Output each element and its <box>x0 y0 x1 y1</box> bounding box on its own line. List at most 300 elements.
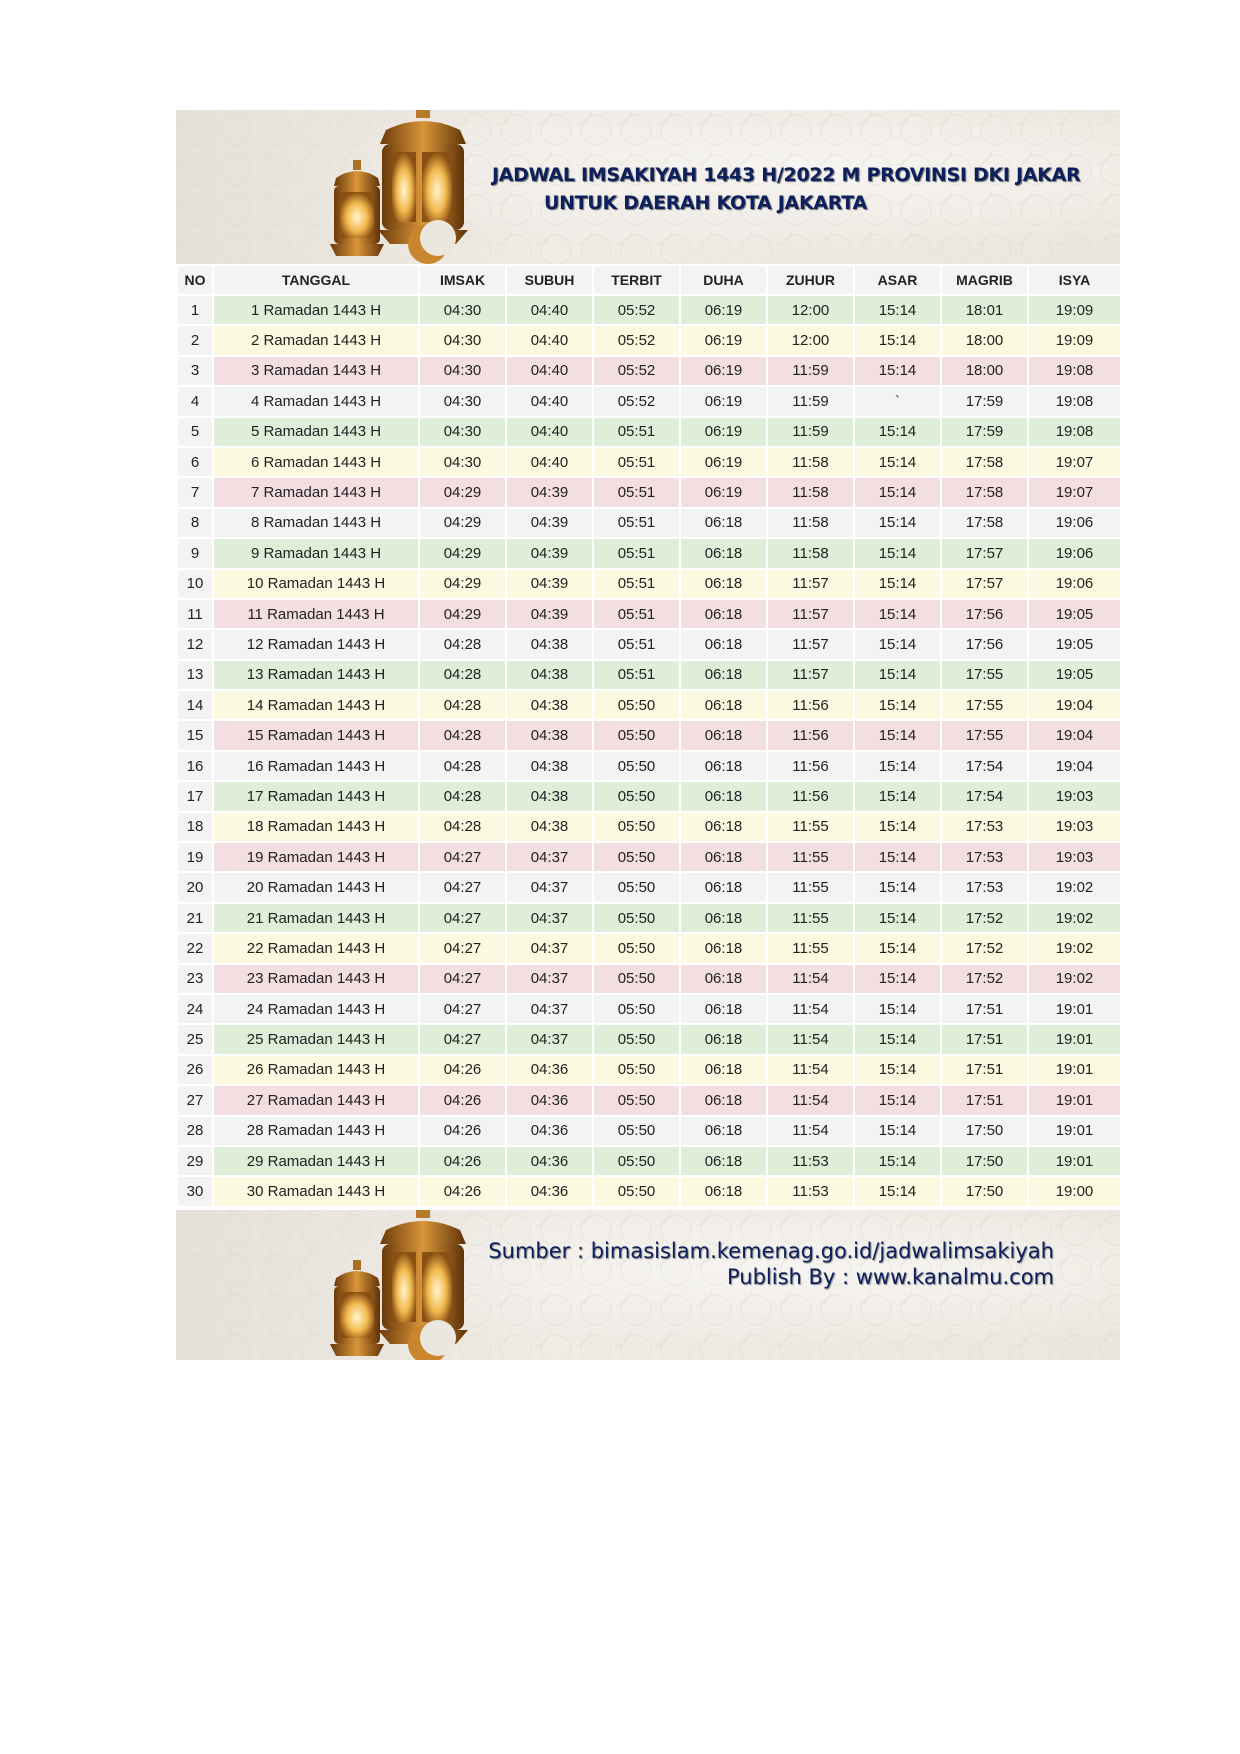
table-cell: 04:38 <box>506 720 593 750</box>
table-cell: 15:14 <box>854 903 941 933</box>
table-cell: 17:50 <box>941 1176 1028 1206</box>
table-cell: 04:27 <box>419 964 506 994</box>
table-cell: 19:02 <box>1028 872 1121 902</box>
table-cell: 17:58 <box>941 477 1028 507</box>
table-cell: 19:03 <box>1028 842 1121 872</box>
table-cell: 04:26 <box>419 1116 506 1146</box>
table-row <box>177 508 1121 538</box>
table-cell: 06:19 <box>680 386 767 416</box>
table-cell: 17:50 <box>941 1116 1028 1146</box>
table-cell: 11:59 <box>767 386 854 416</box>
table-cell: 06:19 <box>680 447 767 477</box>
table-cell: 10 Ramadan 1443 H <box>213 569 419 599</box>
table-row <box>177 295 1121 325</box>
table-cell: 11:55 <box>767 842 854 872</box>
table-cell: 06:18 <box>680 994 767 1024</box>
table-cell: 04:27 <box>419 933 506 963</box>
table-cell: 17:58 <box>941 508 1028 538</box>
table-cell: 04:37 <box>506 964 593 994</box>
table-cell: 11:56 <box>767 781 854 811</box>
table-cell: 06:18 <box>680 538 767 568</box>
table-cell: 8 Ramadan 1443 H <box>213 508 419 538</box>
table-cell: 15:14 <box>854 720 941 750</box>
table-cell: 05:50 <box>593 812 680 842</box>
table-cell: 04:27 <box>419 842 506 872</box>
table-row <box>177 538 1121 568</box>
footer-banner <box>176 1210 1120 1360</box>
source-line: Sumber : bimasislam.kemenag.go.id/jadwalimsakiyah <box>488 1238 1054 1263</box>
table-cell: 06:18 <box>680 1176 767 1206</box>
table-cell: 04:29 <box>419 538 506 568</box>
table-cell: 17:55 <box>941 720 1028 750</box>
table-cell: 11:55 <box>767 812 854 842</box>
table-cell: 11:54 <box>767 1085 854 1115</box>
table-cell: 15:14 <box>854 872 941 902</box>
table-cell: 04:29 <box>419 599 506 629</box>
source-note <box>488 1238 1054 1290</box>
column-header: ZUHUR <box>767 265 854 295</box>
table-cell: 15:14 <box>854 964 941 994</box>
table-cell: 04:29 <box>419 477 506 507</box>
table-cell: 05:51 <box>593 538 680 568</box>
table-cell: 17:53 <box>941 842 1028 872</box>
table-cell: 1 <box>177 295 213 325</box>
table-cell: 11:59 <box>767 356 854 386</box>
table-cell: 04:40 <box>506 295 593 325</box>
table-cell: 19:01 <box>1028 1024 1121 1054</box>
table-cell: 04:28 <box>419 720 506 750</box>
table-cell: 04:37 <box>506 872 593 902</box>
table-cell: 5 <box>177 417 213 447</box>
table-cell: 05:51 <box>593 508 680 538</box>
table-cell: 11:56 <box>767 690 854 720</box>
table-cell: 11:55 <box>767 872 854 902</box>
table-cell: 19:07 <box>1028 477 1121 507</box>
table-cell: 11:56 <box>767 751 854 781</box>
table-cell: 19:01 <box>1028 1085 1121 1115</box>
page-subtitle: UNTUK DAERAH KOTA JAKARTA <box>544 192 867 214</box>
table-cell: 11:57 <box>767 660 854 690</box>
table-cell: 17:59 <box>941 386 1028 416</box>
table-cell: 06:18 <box>680 1146 767 1176</box>
table-cell: 11:55 <box>767 933 854 963</box>
table-cell: 06:18 <box>680 903 767 933</box>
table-cell: 11:57 <box>767 629 854 659</box>
table-cell: 17:54 <box>941 781 1028 811</box>
table-cell: 05:51 <box>593 569 680 599</box>
table-cell: 05:52 <box>593 325 680 355</box>
table-cell: 06:18 <box>680 842 767 872</box>
table-cell: 15:14 <box>854 447 941 477</box>
table-cell: 04:30 <box>419 295 506 325</box>
table-cell: 06:18 <box>680 1055 767 1085</box>
table-cell: 17:55 <box>941 660 1028 690</box>
table-cell: 19:03 <box>1028 781 1121 811</box>
table-cell: 11 Ramadan 1443 H <box>213 599 419 629</box>
table-cell: 14 <box>177 690 213 720</box>
table-cell: 04:36 <box>506 1146 593 1176</box>
table-cell: 17:52 <box>941 933 1028 963</box>
table-cell: 21 <box>177 903 213 933</box>
table-cell: 04:36 <box>506 1055 593 1085</box>
table-cell: 19:02 <box>1028 903 1121 933</box>
table-cell: 04:28 <box>419 812 506 842</box>
table-cell: 04:28 <box>419 781 506 811</box>
table-cell: 19:09 <box>1028 295 1121 325</box>
table-cell: 15 <box>177 720 213 750</box>
column-header: TERBIT <box>593 265 680 295</box>
table-cell: 22 Ramadan 1443 H <box>213 933 419 963</box>
table-cell: 04:36 <box>506 1085 593 1115</box>
table-cell: 29 <box>177 1146 213 1176</box>
table-cell: 05:52 <box>593 386 680 416</box>
table-cell: 04:27 <box>419 1024 506 1054</box>
table-cell: 14 Ramadan 1443 H <box>213 690 419 720</box>
table-cell: 15:14 <box>854 325 941 355</box>
table-cell: 04:37 <box>506 994 593 1024</box>
table-cell: 17:59 <box>941 417 1028 447</box>
table-cell: 15:14 <box>854 629 941 659</box>
table-cell: 19:08 <box>1028 417 1121 447</box>
table-cell: 04:37 <box>506 842 593 872</box>
table-row <box>177 629 1121 659</box>
publisher-line: Publish By : www.kanalmu.com <box>726 1264 1054 1289</box>
table-cell: 6 <box>177 447 213 477</box>
table-cell: 15:14 <box>854 538 941 568</box>
table-row <box>177 964 1121 994</box>
table-cell: 04:27 <box>419 872 506 902</box>
table-cell: 15:14 <box>854 1085 941 1115</box>
table-cell: 04:38 <box>506 660 593 690</box>
table-cell: 15:14 <box>854 295 941 325</box>
table-cell: 11:55 <box>767 903 854 933</box>
table-cell: 05:51 <box>593 599 680 629</box>
table-row <box>177 1085 1121 1115</box>
table-cell: 26 Ramadan 1443 H <box>213 1055 419 1085</box>
table-cell: 15:14 <box>854 994 941 1024</box>
table-cell: 7 Ramadan 1443 H <box>213 477 419 507</box>
table-cell: 11:57 <box>767 599 854 629</box>
table-cell: 19:01 <box>1028 1116 1121 1146</box>
table-cell: 05:50 <box>593 720 680 750</box>
table-cell: 05:50 <box>593 842 680 872</box>
table-cell: 15:14 <box>854 356 941 386</box>
table-cell: 19:06 <box>1028 538 1121 568</box>
table-cell: 04:28 <box>419 629 506 659</box>
table-cell: 04:39 <box>506 477 593 507</box>
table-cell: 17 Ramadan 1443 H <box>213 781 419 811</box>
table-cell: 13 <box>177 660 213 690</box>
table-cell: 22 <box>177 933 213 963</box>
table-row <box>177 781 1121 811</box>
table-cell: 06:19 <box>680 477 767 507</box>
table-cell: 05:50 <box>593 751 680 781</box>
table-cell: 04:30 <box>419 386 506 416</box>
table-cell: 21 Ramadan 1443 H <box>213 903 419 933</box>
table-cell: 06:18 <box>680 1085 767 1115</box>
table-cell: 28 Ramadan 1443 H <box>213 1116 419 1146</box>
header-banner <box>176 110 1120 264</box>
table-cell: 20 <box>177 872 213 902</box>
table-cell: 11:58 <box>767 538 854 568</box>
table-cell: 16 <box>177 751 213 781</box>
table-cell: 19:00 <box>1028 1176 1121 1206</box>
table-cell: 18:00 <box>941 325 1028 355</box>
table-cell: 17:57 <box>941 569 1028 599</box>
table-cell: 19:02 <box>1028 964 1121 994</box>
table-cell: 19:08 <box>1028 356 1121 386</box>
table-cell: 04:29 <box>419 569 506 599</box>
table-cell: 19:04 <box>1028 751 1121 781</box>
table-cell: 17:51 <box>941 1085 1028 1115</box>
table-cell: 19:04 <box>1028 690 1121 720</box>
table-cell: 11:54 <box>767 1116 854 1146</box>
table-cell: 19:04 <box>1028 720 1121 750</box>
table-cell: 05:50 <box>593 964 680 994</box>
table-cell: 19:05 <box>1028 599 1121 629</box>
table-cell: 10 <box>177 569 213 599</box>
table-cell: 11:58 <box>767 508 854 538</box>
table-cell: 17:51 <box>941 994 1028 1024</box>
table-cell: 06:18 <box>680 508 767 538</box>
table-cell: 06:19 <box>680 295 767 325</box>
table-cell: 04:40 <box>506 447 593 477</box>
table-cell: 04:37 <box>506 933 593 963</box>
page-title: JADWAL IMSAKIYAH 1443 H/2022 M PROVINSI DKI JAKAR <box>492 164 1081 186</box>
table-cell: 05:50 <box>593 994 680 1024</box>
table-cell: 06:18 <box>680 1116 767 1146</box>
table-cell: 04:29 <box>419 508 506 538</box>
table-cell: 11:54 <box>767 994 854 1024</box>
table-cell: 04:27 <box>419 994 506 1024</box>
table-cell: 19:02 <box>1028 933 1121 963</box>
table-cell: 04:26 <box>419 1055 506 1085</box>
table-cell: 19:01 <box>1028 1146 1121 1176</box>
table-cell: 17:54 <box>941 751 1028 781</box>
table-cell: 18 <box>177 812 213 842</box>
table-cell: 15:14 <box>854 812 941 842</box>
table-cell: 3 <box>177 356 213 386</box>
table-row <box>177 356 1121 386</box>
column-header: ISYA <box>1028 265 1121 295</box>
table-cell: 04:40 <box>506 386 593 416</box>
table-row <box>177 1055 1121 1085</box>
table-cell: 25 <box>177 1024 213 1054</box>
table-cell: 19 <box>177 842 213 872</box>
table-cell: 18:00 <box>941 356 1028 386</box>
table-cell: 19:03 <box>1028 812 1121 842</box>
table-cell: 17:50 <box>941 1146 1028 1176</box>
table-cell: 11:54 <box>767 1024 854 1054</box>
table-cell: 23 <box>177 964 213 994</box>
table-cell: 17:56 <box>941 629 1028 659</box>
table-row <box>177 903 1121 933</box>
table-cell: 19:07 <box>1028 447 1121 477</box>
table-cell: 11:53 <box>767 1146 854 1176</box>
table-cell: 12 <box>177 629 213 659</box>
table-cell: 19 Ramadan 1443 H <box>213 842 419 872</box>
table-row <box>177 812 1121 842</box>
table-row <box>177 660 1121 690</box>
column-header: ASAR <box>854 265 941 295</box>
table-body <box>177 295 1121 1207</box>
table-cell: 12:00 <box>767 325 854 355</box>
table-cell: 19:05 <box>1028 660 1121 690</box>
table-cell: 26 <box>177 1055 213 1085</box>
table-cell: 04:28 <box>419 751 506 781</box>
table-cell: 17:53 <box>941 812 1028 842</box>
table-row <box>177 599 1121 629</box>
table-cell: 15:14 <box>854 933 941 963</box>
table-cell: 05:52 <box>593 356 680 386</box>
table-cell: 4 Ramadan 1443 H <box>213 386 419 416</box>
table-cell: 15:14 <box>854 1024 941 1054</box>
column-header: MAGRIB <box>941 265 1028 295</box>
table-cell: 06:19 <box>680 417 767 447</box>
table-cell: 15:14 <box>854 781 941 811</box>
table-row <box>177 1176 1121 1206</box>
table-cell: 05:50 <box>593 1176 680 1206</box>
table-row <box>177 933 1121 963</box>
table-cell: 9 Ramadan 1443 H <box>213 538 419 568</box>
schedule-table <box>176 264 1122 1208</box>
table-cell: 15 Ramadan 1443 H <box>213 720 419 750</box>
table-cell: 15:14 <box>854 690 941 720</box>
column-header: TANGGAL <box>213 265 419 295</box>
table-cell: 19:08 <box>1028 386 1121 416</box>
table-cell: 1 Ramadan 1443 H <box>213 295 419 325</box>
table-cell: 15:14 <box>854 751 941 781</box>
table-cell: 04:26 <box>419 1085 506 1115</box>
table-cell: 06:18 <box>680 629 767 659</box>
table-cell: 8 <box>177 508 213 538</box>
table-cell: 15:14 <box>854 1055 941 1085</box>
table-cell: 19:06 <box>1028 508 1121 538</box>
table-cell: 29 Ramadan 1443 H <box>213 1146 419 1176</box>
table-cell: 7 <box>177 477 213 507</box>
table-cell: 05:50 <box>593 1055 680 1085</box>
table-cell: 11:58 <box>767 477 854 507</box>
table-row <box>177 1146 1121 1176</box>
column-header: NO <box>177 265 213 295</box>
table-cell: ` <box>854 386 941 416</box>
table-cell: 04:27 <box>419 903 506 933</box>
table-cell: 05:50 <box>593 1085 680 1115</box>
table-cell: 17:51 <box>941 1024 1028 1054</box>
table-cell: 17:53 <box>941 872 1028 902</box>
table-cell: 11:58 <box>767 447 854 477</box>
table-cell: 05:52 <box>593 295 680 325</box>
table-cell: 05:50 <box>593 1024 680 1054</box>
table-cell: 19:06 <box>1028 569 1121 599</box>
table-cell: 12 Ramadan 1443 H <box>213 629 419 659</box>
table-cell: 2 Ramadan 1443 H <box>213 325 419 355</box>
table-cell: 15:14 <box>854 842 941 872</box>
table-cell: 04:38 <box>506 812 593 842</box>
table-cell: 04:30 <box>419 356 506 386</box>
table-header-row <box>177 265 1121 295</box>
table-cell: 19:01 <box>1028 1055 1121 1085</box>
table-cell: 06:19 <box>680 325 767 355</box>
table-cell: 05:51 <box>593 629 680 659</box>
table-cell: 25 Ramadan 1443 H <box>213 1024 419 1054</box>
table-cell: 06:18 <box>680 964 767 994</box>
table-row <box>177 842 1121 872</box>
table-cell: 17:52 <box>941 964 1028 994</box>
table-cell: 12:00 <box>767 295 854 325</box>
table-cell: 23 Ramadan 1443 H <box>213 964 419 994</box>
table-cell: 15:14 <box>854 417 941 447</box>
table-cell: 05:50 <box>593 781 680 811</box>
table-row <box>177 994 1121 1024</box>
table-cell: 04:30 <box>419 447 506 477</box>
table-cell: 04:38 <box>506 690 593 720</box>
table-row <box>177 720 1121 750</box>
table-cell: 04:26 <box>419 1176 506 1206</box>
table-row <box>177 325 1121 355</box>
table-cell: 28 <box>177 1116 213 1146</box>
table-row <box>177 569 1121 599</box>
table-cell: 05:50 <box>593 690 680 720</box>
table-cell: 11:59 <box>767 417 854 447</box>
table-row <box>177 872 1121 902</box>
table-cell: 5 Ramadan 1443 H <box>213 417 419 447</box>
table-row <box>177 1116 1121 1146</box>
table-cell: 04:28 <box>419 660 506 690</box>
table-cell: 9 <box>177 538 213 568</box>
column-header: IMSAK <box>419 265 506 295</box>
table-cell: 06:18 <box>680 569 767 599</box>
table-cell: 11:54 <box>767 964 854 994</box>
table-cell: 04:38 <box>506 629 593 659</box>
table-cell: 15:14 <box>854 1116 941 1146</box>
table-cell: 04:37 <box>506 903 593 933</box>
table-cell: 06:18 <box>680 720 767 750</box>
table-cell: 19:01 <box>1028 994 1121 1024</box>
table-row <box>177 417 1121 447</box>
table-cell: 06:18 <box>680 1024 767 1054</box>
table-cell: 04:39 <box>506 508 593 538</box>
table-cell: 19:05 <box>1028 629 1121 659</box>
table-cell: 04:38 <box>506 781 593 811</box>
table-cell: 04:40 <box>506 417 593 447</box>
table-cell: 15:14 <box>854 660 941 690</box>
table-cell: 17:57 <box>941 538 1028 568</box>
table-cell: 05:50 <box>593 933 680 963</box>
table-cell: 2 <box>177 325 213 355</box>
table-cell: 04:39 <box>506 599 593 629</box>
column-header: SUBUH <box>506 265 593 295</box>
table-cell: 11:54 <box>767 1055 854 1085</box>
table-cell: 05:50 <box>593 1116 680 1146</box>
table-cell: 04:39 <box>506 538 593 568</box>
table-cell: 15:14 <box>854 569 941 599</box>
table-cell: 04:26 <box>419 1146 506 1176</box>
table-cell: 30 <box>177 1176 213 1206</box>
table-cell: 04:30 <box>419 325 506 355</box>
table-cell: 05:51 <box>593 417 680 447</box>
table-cell: 18 Ramadan 1443 H <box>213 812 419 842</box>
table-cell: 11:56 <box>767 720 854 750</box>
table-cell: 20 Ramadan 1443 H <box>213 872 419 902</box>
table-cell: 15:14 <box>854 508 941 538</box>
table-cell: 4 <box>177 386 213 416</box>
table-row <box>177 386 1121 416</box>
table-cell: 13 Ramadan 1443 H <box>213 660 419 690</box>
table-cell: 06:18 <box>680 599 767 629</box>
table-cell: 06:18 <box>680 872 767 902</box>
table-cell: 27 <box>177 1085 213 1115</box>
